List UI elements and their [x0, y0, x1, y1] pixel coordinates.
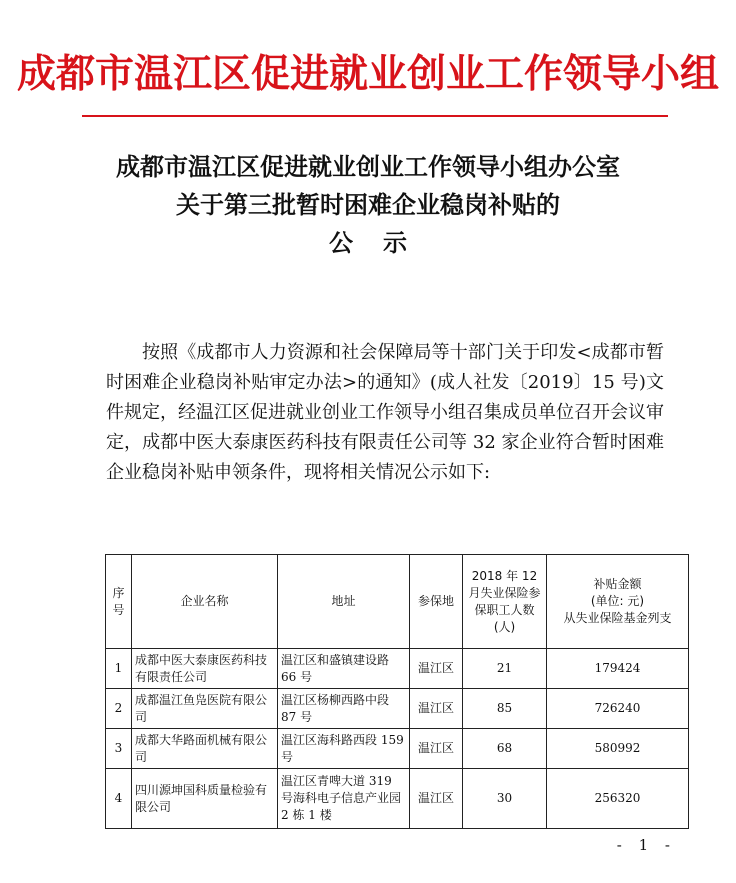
- header-seq: 序号: [106, 555, 132, 649]
- table-row: [106, 729, 689, 769]
- cell-count: 30: [463, 769, 547, 829]
- cell-seq: 3: [106, 729, 132, 769]
- cell-amount: 256320: [547, 769, 689, 829]
- table-header-row: [106, 555, 689, 649]
- notice-title-line-1: 成都市温江区促进就业创业工作领导小组办公室: [116, 152, 620, 181]
- cell-seq: 4: [106, 769, 132, 829]
- cell-address: 温江区青啤大道 319 号海科电子信息产业园 2 栋 1 楼: [278, 769, 410, 829]
- header-subsidy-line-3: 从失业保险基金列支: [563, 611, 672, 625]
- table-row: [106, 689, 689, 729]
- cell-seq: 2: [106, 689, 132, 729]
- cell-company: 成都大华路面机械有限公司: [132, 729, 278, 769]
- red-header-divider: [82, 115, 668, 117]
- cell-company: 四川源坤国科质量检验有限公司: [132, 769, 278, 829]
- cell-place: 温江区: [410, 729, 463, 769]
- table-row: [106, 649, 689, 689]
- cell-place: 温江区: [410, 649, 463, 689]
- header-subsidy: [547, 555, 689, 649]
- header-subsidy-line-2: (单位: 元): [590, 594, 645, 608]
- cell-address: 温江区和盛镇建设路 66 号: [278, 649, 410, 689]
- cell-count: 68: [463, 729, 547, 769]
- cell-company: 成都中医大泰康医药科技有限责任公司: [132, 649, 278, 689]
- header-address: 地址: [278, 555, 410, 649]
- cell-amount: 580992: [547, 729, 689, 769]
- page-number: - 1 -: [616, 836, 676, 854]
- notice-title: [0, 148, 736, 262]
- header-insured-count: 2018 年 12 月失业保险参保职工人数(人): [463, 555, 547, 649]
- cell-place: 温江区: [410, 769, 463, 829]
- cell-address: 温江区海科路西段 159 号: [278, 729, 410, 769]
- cell-amount: 726240: [547, 689, 689, 729]
- notice-title-line-2: 关于第三批暂时困难企业稳岗补贴的: [176, 190, 560, 219]
- cell-seq: 1: [106, 649, 132, 689]
- header-insured-place: 参保地: [410, 555, 463, 649]
- cell-address: 温江区杨柳西路中段 87 号: [278, 689, 410, 729]
- cell-count: 21: [463, 649, 547, 689]
- header-subsidy-line-1: 补贴金额: [593, 577, 642, 591]
- cell-amount: 179424: [547, 649, 689, 689]
- cell-count: 85: [463, 689, 547, 729]
- cell-company: 成都温江鱼凫医院有限公司: [132, 689, 278, 729]
- notice-title-line-3: 公示: [329, 228, 437, 257]
- table-row: [106, 769, 689, 829]
- cell-place: 温江区: [410, 689, 463, 729]
- header-company: 企业名称: [132, 555, 278, 649]
- notice-body-paragraph: 按照《成都市人力资源和社会保障局等十部门关于印发<成都市暂时困难企业稳岗补贴审定办法>的通知》(成人社发〔2019〕15 号)文件规定，经温江区促进就业创业工作领导小组召集成员单位召开会议审定，成都中医大泰康医药科技有限责任公司等 32 家企业符合暂时困难企业稳岗补贴申领条件，现将相关情况公示如下:: [106, 342, 664, 483]
- org-header-title: 成都市温江区促进就业创业工作领导小组: [16, 51, 719, 97]
- subsidy-table: [105, 554, 689, 829]
